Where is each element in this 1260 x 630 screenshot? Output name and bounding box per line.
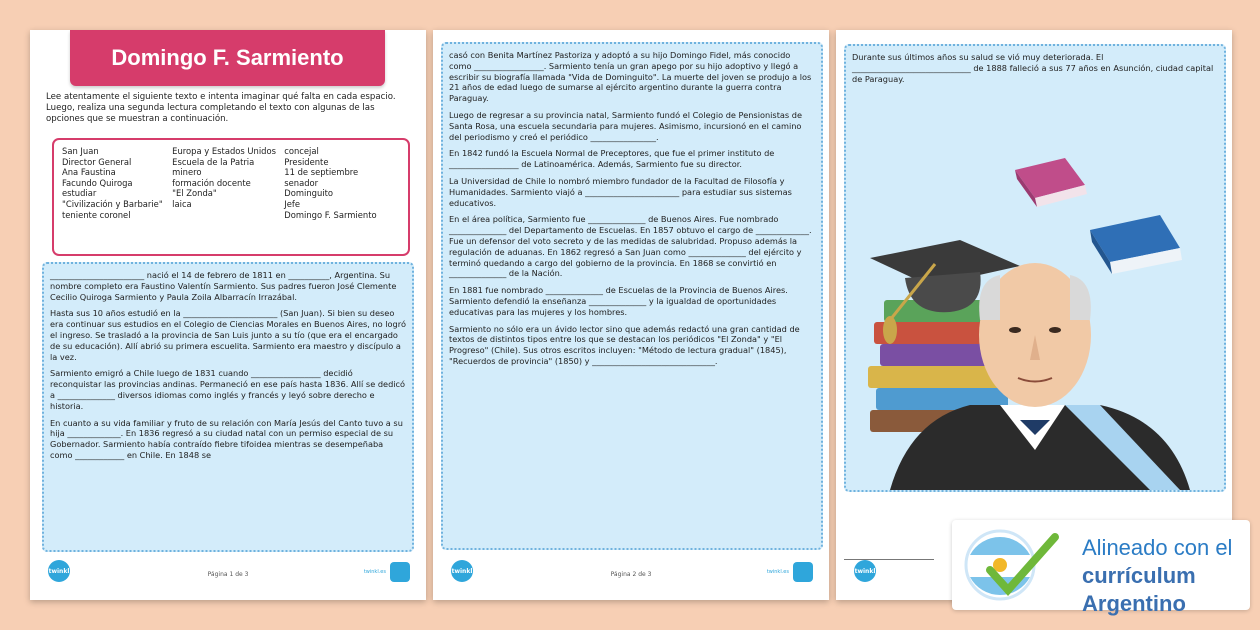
word-bank-item: teniente coronel bbox=[62, 209, 131, 220]
argentina-flag-check-icon bbox=[960, 525, 1070, 605]
word-bank-item: Jefe bbox=[284, 198, 300, 209]
paragraph: La Universidad de Chile lo nombró miembro fundador de la Facultad de Filosofía y Humanidades. Sarmiento viajó a _______________________ para estudiar sus sistemas educativos. bbox=[449, 175, 792, 208]
page-number: Página 1 de 3 bbox=[207, 571, 249, 578]
paragraph: Luego de regresar a su provincia natal, Sarmiento fundó el Colegio de Pensionistas de Santa Rosa, una escuela secundaria para mujeres. Asimismo, incursionó en el camino del periodismo y creó el periódico ________________. bbox=[449, 109, 803, 142]
word-bank-item: concejal bbox=[284, 146, 319, 156]
word-bank-column-2 bbox=[172, 146, 278, 250]
sarmiento-illustration bbox=[850, 90, 1220, 490]
word-bank-item: Domingo F. Sarmiento bbox=[284, 209, 377, 220]
footer-url: twinkl.es bbox=[766, 569, 789, 575]
word-bank-item: 11 de septiembre bbox=[284, 167, 359, 178]
word-bank-column-3 bbox=[284, 146, 400, 250]
word-bank-item: Escuela de la Patria bbox=[172, 156, 255, 167]
word-bank-item: Director General bbox=[62, 156, 132, 167]
blue-book-illustration bbox=[1090, 215, 1182, 274]
footer-brand bbox=[364, 562, 410, 582]
word-bank-column-1 bbox=[62, 146, 166, 250]
twinkl-logo: twinkl bbox=[451, 560, 473, 582]
paragraph: _______________________ nació el 14 de febrero de 1811 en __________, Argentina. Su nombre completo era Faustino Valentín Sarmiento. Sus padres fueron José Clemente Cecilio Quiroga Sarmiento y Paula Zoila Albarracín Irrazábal. bbox=[50, 270, 397, 302]
worksheet-page-3 bbox=[836, 30, 1232, 600]
worksheet-page-1 bbox=[30, 30, 426, 600]
twinkl-logo: twinkl bbox=[48, 560, 70, 582]
instructions-text: Lee atentamente el siguiente texto e intenta imaginar qué falta en cada espacio. Luego, realiza una segunda lectura completando el texto con algunas de las opciones que se muestran a continuación. bbox=[46, 92, 396, 124]
twinkl-badge-icon bbox=[390, 562, 410, 582]
word-bank-item: Ana Faustina bbox=[62, 167, 116, 178]
worksheet-page-2 bbox=[433, 30, 829, 600]
word-bank-item: laica bbox=[172, 198, 192, 209]
reading-text-box bbox=[441, 42, 823, 550]
paragraph: En 1881 fue nombrado ______________ de Escuelas de la Provincia de Buenos Aires. Sarmiento defendió la enseñanza ______________ y la igualdad de oportunidades educativas para las mujeres y los hombres. bbox=[449, 285, 788, 317]
reading-text-box bbox=[844, 44, 1226, 492]
pink-book-illustration bbox=[1015, 158, 1087, 207]
twinkl-logo: twinkl bbox=[854, 560, 876, 582]
paragraph: En 1842 fundó la Escuela Normal de Preceptores, que fue el primer instituto de _________________ de Latinoamérica. Además, Sarmiento fue su director. bbox=[449, 148, 775, 170]
paragraph: En cuanto a su vida familiar y fruto de su relación con María Jesús del Canto tuvo a su hija _____________. En 1836 regresó a su ciudad natal con un permiso especial de su Gobernador. Sarmiento había contraído fiebre tifoidea mientras se desempeñaba como ____________ en Chile. En 1848 se bbox=[50, 417, 403, 460]
word-bank-item: "El Zonda" bbox=[172, 188, 217, 199]
paragraph: casó con Benita Martínez Pastoriza y adoptó a su hijo Domingo Fidel, más conocido como _________________. Sarmiento tenía un gran apego por su hijo adoptivo y llegó a escribir su biografía llamada "Vida de Dominguito". La muerte del joven se produjo a los 21 años de edad luego de sumarse al ejército argentino durante la guerra contra Paraguay. bbox=[449, 50, 812, 104]
word-bank bbox=[52, 138, 410, 256]
word-bank-item: Facundo Quiroga bbox=[62, 177, 133, 188]
word-bank-item: San Juan bbox=[62, 146, 99, 156]
paragraph: Sarmiento emigró a Chile luego de 1831 cuando _________________ decidió reconquistar las provincias andinas. Permaneció en ese país hasta 1836. Allí se dedicó a ______________ diversos idiomas como inglés y francés y leyó sobre derecho e historia. bbox=[50, 368, 406, 411]
page-number: Página 2 de 3 bbox=[610, 571, 652, 578]
curriculum-badge bbox=[952, 520, 1250, 616]
word-bank-item: senador bbox=[284, 177, 319, 188]
footer-url: twinkl.es bbox=[363, 569, 386, 575]
paragraph: Durante sus últimos años su salud se vió muy deteriorada. El _____________________________ de 1888 falleció a sus 77 años en Asunción, ciudad capital de Paraguay. bbox=[852, 52, 1214, 84]
signature-line bbox=[844, 559, 934, 560]
footer-brand bbox=[767, 562, 813, 582]
reading-text-box bbox=[42, 262, 414, 552]
page-title: Domingo F. Sarmiento bbox=[70, 30, 385, 86]
word-bank-item: Europa y Estados Unidos bbox=[172, 146, 276, 156]
word-bank-item: estudiar bbox=[62, 188, 97, 199]
word-bank-item: Dominguito bbox=[284, 188, 333, 199]
badge-line-2: currículum Argentino bbox=[1082, 563, 1196, 616]
badge-text bbox=[1082, 534, 1250, 618]
badge-line-1: Alineado con el bbox=[1082, 535, 1233, 560]
paragraph: Sarmiento no sólo era un ávido lector sino que además redactó una gran cantidad de textos de distintos tipos entre los que se destacan los periódicos "El Zonda" y "El Progreso" (Chile). Sus otros escritos incluyen: "Método de lectura gradual" (1845), "Recuerdos de provincia" (1850) y ______________________________. bbox=[449, 323, 800, 366]
word-bank-item: "Civilización y Barbarie" bbox=[62, 198, 163, 209]
paragraph: Hasta sus 10 años estudió en la _______________________ (San Juan). Si bien su deseo era continuar sus estudios en el Colegio de Ciencias Morales en Buenos Aires, no logró el ingreso. Se trasladó a la provincia de San Luis junto a su tío (que era el encargado de su educación). Allí abrió su primera escuelita. Sarmiento era maestro y discípulo a la vez. bbox=[50, 308, 406, 362]
word-bank-item: minero bbox=[172, 167, 202, 178]
word-bank-item: Presidente bbox=[284, 156, 329, 167]
paragraph: En el área política, Sarmiento fue ______________ de Buenos Aires. Fue nombrado ______________ del Departamento de Escuelas. En 1857 obtuvo el cargo de _____________. Fue un defensor del voto secreto y de las medidas de salubridad. Propuso además la regulación de aduanas. En 1862 regresó a San Juan como ______________ del ejército y terminó quedando a cargo del gobierno de la provincia. En 1868 se convirtió en ______________ de la Nación. bbox=[449, 214, 812, 279]
word-bank-item: formación docente bbox=[172, 177, 251, 188]
twinkl-badge-icon bbox=[793, 562, 813, 582]
